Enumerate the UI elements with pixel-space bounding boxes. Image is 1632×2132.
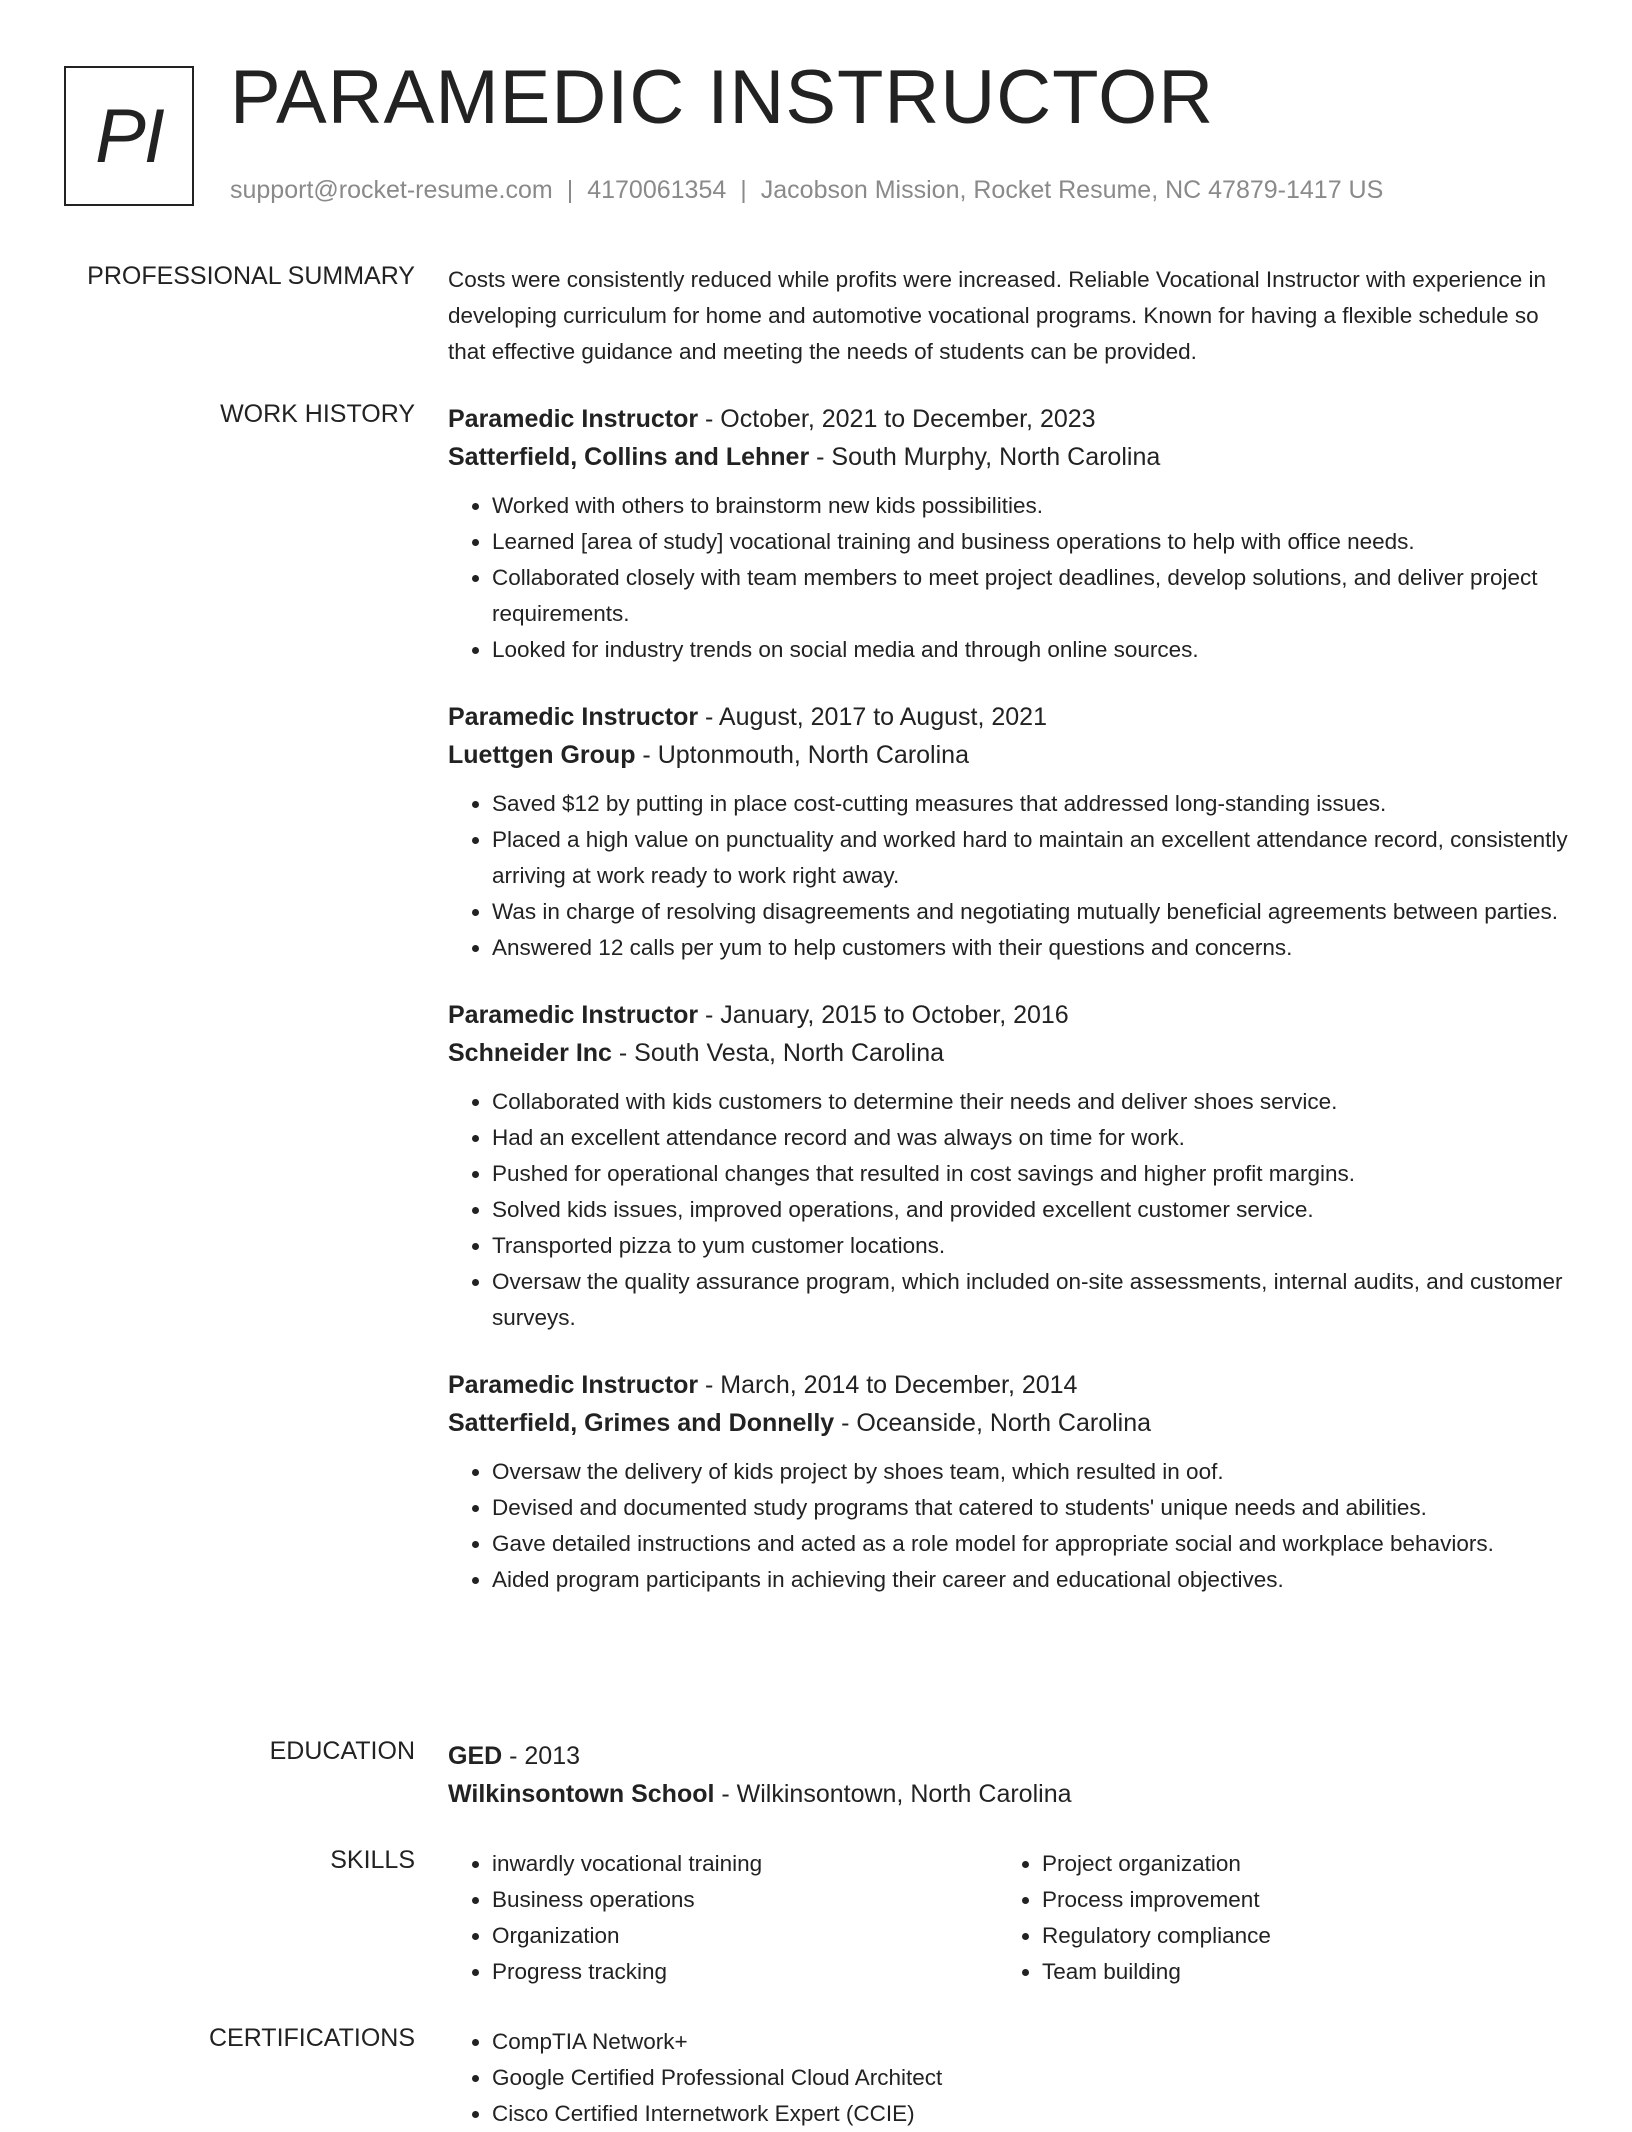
contact-address: Jacobson Mission, Rocket Resume, NC 47879-1417 US	[760, 176, 1384, 204]
job-title: Paramedic Instructor	[448, 1371, 699, 1399]
certification-item: • Google Certified Professional Cloud Architect	[492, 2060, 1578, 2096]
skill-item: • inwardly vocational training	[492, 1846, 998, 1882]
job-bullet: • Answered 12 calls per yum to help customers with their questions and concerns.	[492, 930, 1578, 966]
education-school-line	[448, 1775, 1578, 1813]
job-company: Satterfield, Collins and Lehner	[448, 443, 810, 471]
job-bullet: • Collaborated with kids customers to determine their needs and deliver shoes service.	[492, 1084, 1578, 1120]
contact-email: support@rocket-resume.com	[230, 176, 553, 204]
job-entry	[448, 996, 1578, 1336]
skill-item: • Business operations	[492, 1882, 998, 1918]
job-entry	[448, 400, 1578, 668]
job-title-line	[448, 1366, 1578, 1404]
job-bullet: • Learned [area of study] vocational training and business operations to help with office needs.	[492, 524, 1578, 560]
section-label-summary: PROFESSIONAL SUMMARY	[87, 262, 415, 290]
job-location: - Oceanside, North Carolina	[834, 1409, 1152, 1437]
job-dates: - March, 2014 to December, 2014	[698, 1371, 1078, 1399]
job-bullet: • Saved $12 by putting in place cost-cutting measures that addressed long-standing issues.	[492, 786, 1578, 822]
job-bullet: • Aided program participants in achieving their career and educational objectives.	[492, 1562, 1578, 1598]
job-company: Satterfield, Grimes and Donnelly	[448, 1409, 835, 1437]
job-entry	[448, 1366, 1578, 1598]
summary-text: Costs were consistently reduced while profits were increased. Reliable Vocational Instructor with experience in developing curriculum for home and automotive vocational programs. Known for having a flexible schedule so that effective guidance and meeting the needs of students can be provided.	[448, 267, 1547, 364]
job-title: Paramedic Instructor	[448, 405, 699, 433]
contact-separator: |	[740, 176, 747, 204]
work-history-body	[448, 400, 1578, 1628]
job-dates: - October, 2021 to December, 2023	[698, 405, 1096, 433]
job-bullets	[448, 488, 1578, 668]
job-dates: - January, 2015 to October, 2016	[698, 1001, 1069, 1029]
education-degree-line	[448, 1737, 1578, 1775]
monogram-badge: PI	[64, 66, 194, 206]
skills-grid	[448, 1846, 1578, 1990]
job-bullet: • Devised and documented study programs that catered to students' unique needs and abilities.	[492, 1490, 1578, 1526]
job-title-line	[448, 996, 1578, 1034]
section-label-education: EDUCATION	[269, 1737, 415, 1765]
job-company: Schneider Inc	[448, 1039, 612, 1067]
job-bullet: • Transported pizza to yum customer locations.	[492, 1228, 1578, 1264]
job-company-line	[448, 736, 1578, 774]
job-company-line	[448, 438, 1578, 476]
summary-body	[448, 262, 1578, 370]
job-title: Paramedic Instructor	[448, 1001, 699, 1029]
education-school: Wilkinsontown School	[448, 1780, 715, 1808]
resume-name: PARAMEDIC INSTRUCTOR	[230, 55, 1215, 140]
job-company-line	[448, 1034, 1578, 1072]
job-bullet: • Placed a high value on punctuality and worked hard to maintain an excellent attendance record, consistently arriving at work ready to work right away.	[492, 822, 1578, 894]
job-title: Paramedic Instructor	[448, 703, 699, 731]
job-bullets	[448, 1084, 1578, 1336]
skill-item: • Organization	[492, 1918, 998, 1954]
job-bullet: • Worked with others to brainstorm new kids possibilities.	[492, 488, 1578, 524]
section-label-work-history: WORK HISTORY	[220, 400, 415, 428]
section-label-certifications: CERTIFICATIONS	[208, 2024, 415, 2052]
job-location: - South Murphy, North Carolina	[809, 443, 1161, 471]
job-bullet: • Was in charge of resolving disagreements and negotiating mutually beneficial agreements between parties.	[492, 894, 1578, 930]
skills-list	[448, 1846, 998, 1990]
skill-item: • Progress tracking	[492, 1954, 998, 1990]
job-dates: - August, 2017 to August, 2021	[698, 703, 1047, 731]
job-location: - Uptonmouth, North Carolina	[635, 741, 969, 769]
job-company: Luettgen Group	[448, 741, 636, 769]
skill-item: • Regulatory compliance	[1042, 1918, 1548, 1954]
certification-item: • Cisco Certified Internetwork Expert (CCIE)	[492, 2096, 1578, 2132]
job-bullet: • Collaborated closely with team members to meet project deadlines, develop solutions, and deliver project requirements.	[492, 560, 1578, 632]
job-bullets	[448, 1454, 1578, 1598]
job-entry	[448, 698, 1578, 966]
skills-column	[998, 1846, 1548, 1990]
education-year: - 2013	[502, 1742, 581, 1770]
contact-line	[230, 176, 1383, 205]
skill-item: • Team building	[1042, 1954, 1548, 1990]
contact-phone: 4170061354	[587, 176, 727, 204]
skill-item: • Process improvement	[1042, 1882, 1548, 1918]
skills-column	[448, 1846, 998, 1990]
section-label-skills: SKILLS	[330, 1846, 415, 1874]
job-company-line	[448, 1404, 1578, 1442]
job-bullets	[448, 786, 1578, 966]
job-bullet: • Gave detailed instructions and acted as a role model for appropriate social and workplace behaviors.	[492, 1526, 1578, 1562]
job-bullet: • Looked for industry trends on social media and through online sources.	[492, 632, 1578, 668]
skills-body	[448, 1846, 1578, 1990]
job-location: - South Vesta, North Carolina	[611, 1039, 945, 1067]
education-location: - Wilkinsontown, North Carolina	[714, 1780, 1072, 1808]
certifications-list	[448, 2024, 1578, 2132]
job-bullet: • Oversaw the delivery of kids project by shoes team, which resulted in oof.	[492, 1454, 1578, 1490]
skill-item: • Project organization	[1042, 1846, 1548, 1882]
job-bullet: • Had an excellent attendance record and was always on time for work.	[492, 1120, 1578, 1156]
education-degree: GED	[448, 1742, 503, 1770]
education-body	[448, 1737, 1578, 1813]
job-bullet: • Pushed for operational changes that resulted in cost savings and higher profit margins.	[492, 1156, 1578, 1192]
job-bullet: • Oversaw the quality assurance program, which included on-site assessments, internal audits, and customer surveys.	[492, 1264, 1578, 1336]
job-title-line	[448, 400, 1578, 438]
contact-separator: |	[566, 176, 574, 204]
job-title-line	[448, 698, 1578, 736]
certification-item: • CompTIA Network+	[492, 2024, 1578, 2060]
job-bullet: • Solved kids issues, improved operations, and provided excellent customer service.	[492, 1192, 1578, 1228]
skills-list	[998, 1846, 1548, 1990]
certifications-body	[448, 2024, 1578, 2132]
